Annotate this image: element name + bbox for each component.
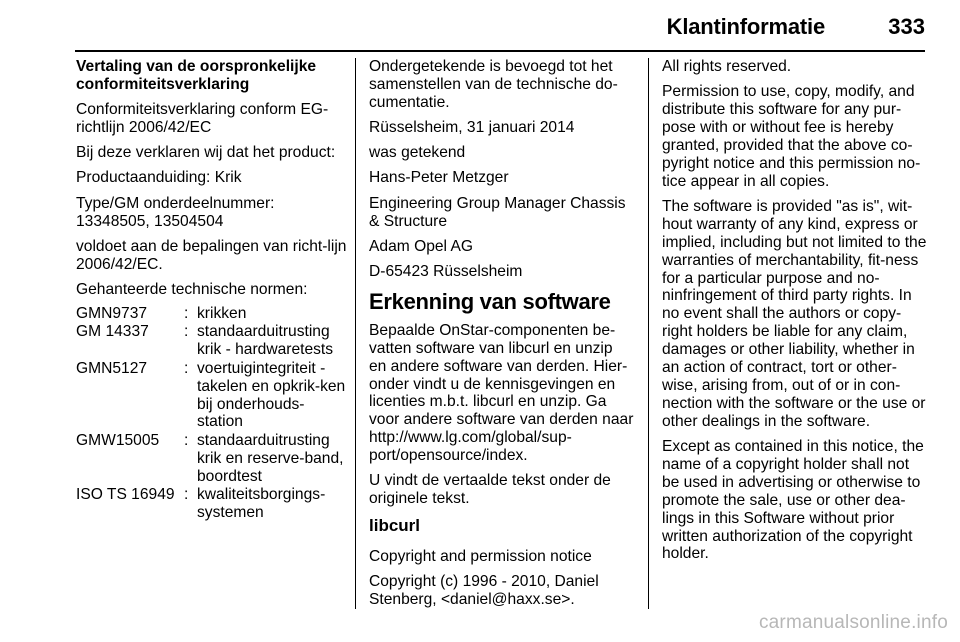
- paragraph: Except as contained in this notice, the name of a copyright holder shall not be used in advertising or otherwise to promote the sale, use or other dea-lings in this Software without prior written authorization of the copyright holder.: [662, 438, 924, 563]
- norm-separator: :: [184, 486, 189, 504]
- norms-row: [76, 486, 346, 522]
- paragraph: Productaanduiding: Krik: [76, 169, 242, 187]
- sub-heading: libcurl: [369, 515, 421, 535]
- paragraph: U vindt de vertaalde tekst onder de originele tekst.: [369, 472, 611, 508]
- paragraph: Conformiteitsverklaring conform EG-richtlijn 2006/42/EC: [76, 101, 329, 137]
- paragraph: was getekend: [369, 144, 466, 162]
- norms-row: [76, 432, 346, 486]
- norm-separator: :: [184, 323, 189, 341]
- watermark: carmanualsonline.info: [758, 612, 948, 633]
- page-header: [75, 0, 925, 52]
- header-title: Klantinformatie: [666, 14, 825, 39]
- paragraph: Rüsselsheim, 31 januari 2014: [369, 119, 575, 137]
- norms-row: [76, 305, 346, 323]
- paragraph: Hans-Peter Metzger: [369, 169, 509, 187]
- paragraph: Copyright (c) 1996 - 2010, Daniel Stenberg, <daniel@haxx.se>.: [369, 572, 599, 608]
- paragraph: Permission to use, copy, modify, and distribute this software for any pur-pose with or without fee is hereby granted, provided that the above co-pyright notice and this permission no-tice appear in all copies.: [662, 83, 921, 190]
- paragraph: Bij deze verklaren wij dat het product:: [76, 144, 336, 162]
- paragraph: Copyright and permission notice: [369, 547, 592, 565]
- column-2: [369, 58, 634, 616]
- paragraph: voldoet aan de bepalingen van richt-lijn 2006/42/EC.: [76, 237, 347, 273]
- paragraph: Engineering Group Manager Chassis & Structure: [369, 194, 626, 230]
- norm-code: GMW15005: [76, 431, 160, 449]
- column-3: [662, 58, 927, 571]
- norm-code: GMN5127: [76, 359, 148, 377]
- paragraph: Type/GM onderdeelnummer: 13348505, 13504504: [76, 194, 275, 230]
- norm-description: standaarduitrusting krik en reserve-band, boordtest: [197, 431, 344, 485]
- column-divider-1: [355, 58, 356, 609]
- norm-separator: :: [184, 359, 189, 377]
- column-divider-2: [648, 58, 649, 609]
- paragraph: The software is provided "as is", wit-hout warranty of any kind, express or implied, including but not limited to the warranties of merchantability, fit-ness for a particular purpose and no-ninfringement of third party rights. In no event shall the authors or copy-right holders be liable for any claim, damages or other liability, whether in an action of contract, tort or other-wise, arising from, out of or in con-nection with the software or the use or other dealings in the software.: [662, 197, 927, 430]
- norm-description: kwaliteitsborgings-systemen: [197, 486, 326, 522]
- section-heading: Erkenning van software: [369, 288, 611, 314]
- norm-description: standaarduitrusting krik - hardwaretests: [197, 323, 334, 359]
- norm-description: voertuigintegriteit - takelen en opkrik-ken bij onderhouds-station: [197, 359, 346, 431]
- norm-description: krikken: [197, 305, 247, 323]
- norm-separator: :: [184, 305, 189, 323]
- paragraph: Adam Opel AG: [369, 237, 474, 255]
- norm-code: ISO TS 16949: [76, 486, 175, 504]
- norm-code: GM 14337: [76, 323, 149, 341]
- norms-row: [76, 360, 346, 432]
- paragraph: All rights reserved.: [662, 58, 792, 75]
- norm-code: GMN9737: [76, 305, 148, 323]
- column-1: [76, 58, 348, 522]
- page-number: 333: [888, 14, 925, 39]
- paragraph: Gehanteerde technische normen:: [76, 280, 308, 298]
- norm-separator: :: [184, 431, 189, 449]
- paragraph: D-65423 Rüsselsheim: [369, 262, 523, 280]
- declaration-heading: Vertaling van de oorspronkelijke conformiteitsverklaring: [76, 58, 317, 93]
- paragraph: Bepaalde OnStar-componenten be-vatten software van libcurl en unzip en andere software van derden. Hier-onder vindt u de kennisgevingen en licenties m.b.t. libcurl en unzip. Ga voor andere software van derden naar http://www.lg.com/global/sup-port/opensource/index.: [369, 321, 634, 465]
- norms-row: [76, 323, 346, 359]
- norms-table: [76, 305, 346, 522]
- paragraph: Ondergetekende is bevoegd tot het samenstellen van de technische do-cumentatie.: [369, 58, 618, 111]
